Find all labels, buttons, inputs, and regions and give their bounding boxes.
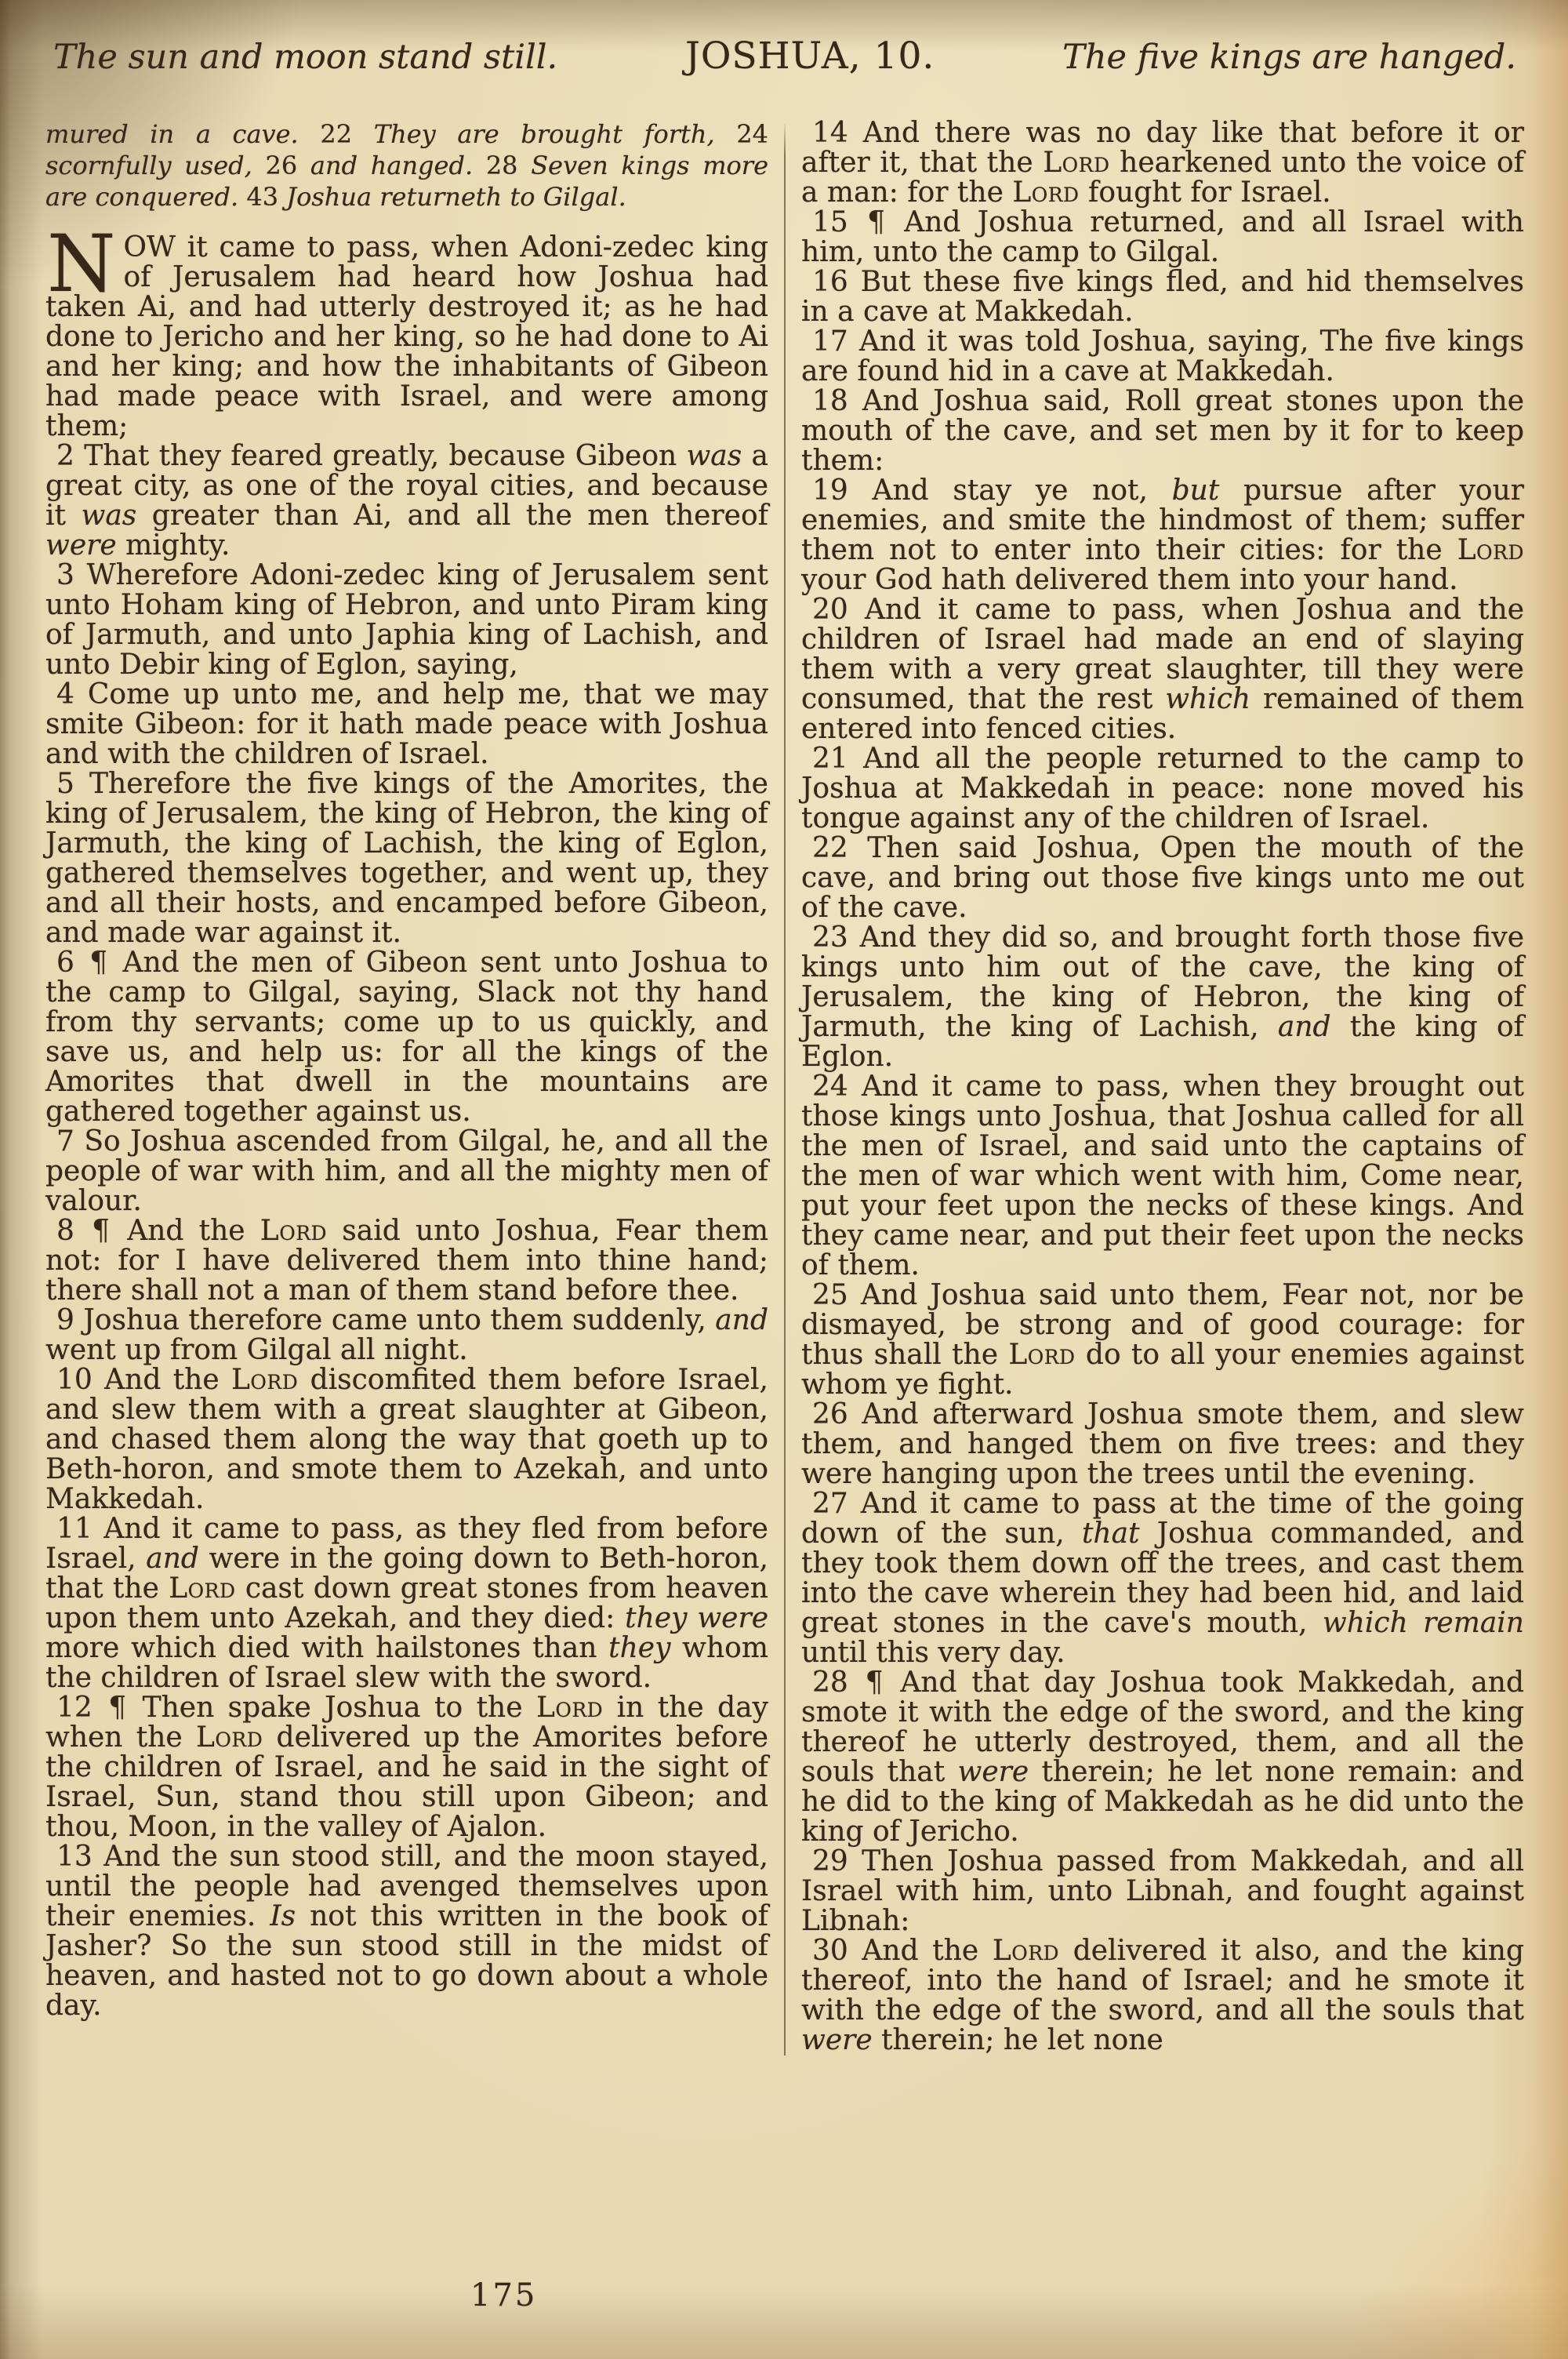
verse-13 (45, 1842, 768, 2021)
text-run: Therefore the five kings of the Amorites, the king of Jerusalem, the king of Hebron, the king of Jarmuth, the king of Lachish, the king of Eglon, gathered themselves together, and went up, they and all their hosts, and encamped before Gibeon, and made war against it. (45, 768, 768, 949)
verse-29 (801, 1847, 1524, 1936)
text-run: And the (104, 1364, 231, 1396)
italic-text-run: were (957, 1756, 1029, 1788)
verse-number: 14 (812, 117, 848, 149)
header-right-caption: The five kings are hanged. (1062, 38, 1516, 77)
italic-text-run: and (1277, 1011, 1331, 1043)
verse-number: 29 (812, 1845, 848, 1877)
italic-text-run: was (686, 440, 742, 472)
verse-number: 19 (812, 474, 848, 507)
italic-text-run: were (801, 2024, 873, 2056)
text-run: And stay ye not, (872, 474, 1172, 507)
verse-number: 16 (812, 266, 848, 298)
text-run: until this very day. (801, 1637, 1065, 1669)
text-run: That they feared greatly, because Gibeon (84, 440, 687, 472)
verse-number: 2 (56, 440, 74, 472)
verse-number: 15 (812, 206, 848, 238)
verse-3 (45, 561, 768, 680)
verse-30 (801, 1936, 1524, 2055)
verse-number: 3 (56, 559, 74, 591)
verse-number: 6 (56, 947, 74, 979)
pilcrow-icon: ¶ (865, 1667, 884, 1699)
verse-27 (801, 1489, 1524, 1668)
text-body (0, 78, 1568, 2055)
text-run: greater than Ai, and all the men thereof (136, 500, 768, 532)
italic-text-run: they (608, 1632, 671, 1664)
text-run: discomfited them before Israel, and slew them with a great slaughter at Gibeon, and chased them along the way that goeth up to Beth-horon, and smote them to Azekah, and unto Makkedah. (45, 1364, 768, 1515)
verse-28 (801, 1668, 1524, 1847)
verse-6 (45, 948, 768, 1127)
text-run: a great city, as one of the royal cities, and because it (45, 440, 768, 532)
italic-text-run: scornfully used, (45, 151, 266, 180)
verse-number: 11 (56, 1513, 93, 1545)
text-run: And it came to pass, as they fled from before Israel, (45, 1513, 768, 1575)
italic-text-run: was (81, 500, 137, 532)
header-left-caption: The sun and moon stand still. (53, 38, 558, 77)
verse-number: 12 (56, 1692, 93, 1724)
text-run: And it was told Joshua, saying, The five kings are found hid in a cave at Makkedah. (801, 325, 1525, 387)
text-run: And all the people returned to the camp to Joshua at Makkedah in peace: none moved his tongue against any of the children of Israel. (801, 743, 1524, 834)
divine-name-small-caps: Lord (169, 1572, 236, 1605)
left-column (45, 118, 768, 2055)
divine-name-small-caps: Lord (535, 1692, 604, 1724)
verse-number: 18 (812, 385, 848, 417)
text-run: mighty. (116, 529, 230, 562)
divine-name-small-caps: Lord (1012, 176, 1080, 209)
right-column (801, 118, 1524, 2055)
verse-21 (801, 744, 1524, 834)
verse-number: 22 (812, 832, 848, 864)
text-run: OW it came to pass, when Adoni-zedec king of Jerusalem had heard how Joshua had taken Ai, and had utterly destroyed it; as he had done to Jericho and her king, so he had done to Ai and her king; and how the inhabitants of Gibeon had made peace with Israel, and were among them; (45, 231, 768, 442)
verse-number: 13 (56, 1841, 93, 1873)
divine-name-small-caps: Lord (1008, 1339, 1076, 1371)
text-run: therein; he let none (872, 2024, 1163, 2056)
text-run: whom the children of Israel slew with the sword. (45, 1632, 768, 1694)
verse-23 (801, 923, 1524, 1072)
text-run: went up from Gilgal all night. (45, 1334, 468, 1366)
verse-20 (801, 595, 1524, 744)
pilcrow-icon: ¶ (89, 947, 108, 979)
verse-number: 10 (56, 1364, 93, 1396)
drop-cap-letter: N (47, 218, 116, 310)
text-run: And Joshua said, Roll great stones upon the mouth of the cave, and set men by it for to keep them: (801, 385, 1524, 477)
text-run: were in the going down to Beth-horon, that the (45, 1543, 768, 1605)
text-run: And the men of Gibeon sent unto Joshua to the camp to Gilgal, saying, Slack not thy hand from thy servants; come up to us quickly, and save us, and help us: for all the kings of the Amorites that dwell in the mountains are gathered together against us. (45, 947, 768, 1128)
text-run: And the (127, 1215, 260, 1247)
divine-name-small-caps: Lord (1043, 147, 1110, 179)
verse-number: 27 (812, 1488, 848, 1520)
text-run: said unto Joshua, Fear them not: for I have delivered them into thine hand; there shall not a man of them stand before thee. (45, 1215, 768, 1307)
verse-number: 23 (812, 921, 848, 954)
text-run: fought for Israel. (1079, 176, 1331, 209)
verse-15 (801, 208, 1524, 267)
italic-text-run: They are brought forth, (373, 119, 737, 149)
text-run: And it came to pass, when Joshua and the children of Israel had made an end of slaying them with a very great slaughter, till they were consumed, that the rest (801, 594, 1524, 715)
text-run: And it came to pass at the time of the going down of the sun, (801, 1488, 1524, 1550)
verse-number: 26 (812, 1398, 848, 1430)
italic-text-run: Is (270, 1900, 296, 1932)
text-run: remained of them entered into fenced cities. (801, 683, 1524, 745)
text-run: Then spake Joshua to the (142, 1692, 536, 1724)
verse-number: 8 (56, 1215, 74, 1247)
text-run: And they did so, and brought forth those five kings unto him out of the cave, the king of Jerusalem, the king of Hebron, the king of Jarmuth, the king of Lachish, (801, 921, 1525, 1043)
chapter-summary (45, 118, 768, 213)
pilcrow-icon: ¶ (92, 1215, 111, 1247)
verse-number: 30 (812, 1935, 848, 1967)
text-run: 24 (736, 119, 769, 149)
text-run: And afterward Joshua smote them, and slew them, and hanged them on five trees: and they were hanging upon the trees until the evening. (801, 1398, 1525, 1490)
page-number: 175 (470, 2277, 538, 2314)
text-run: Joshua commanded, and they took them down off the trees, and cast them into the cave wherein they had been hid, and laid great stones in the cave's mouth, (801, 1518, 1524, 1639)
italic-text-run: but (1171, 474, 1220, 507)
verse-number: 7 (56, 1125, 74, 1158)
verse-5 (45, 769, 768, 948)
text-run: more which died with hailstones than (45, 1632, 609, 1664)
text-run: not this written in the book of Jasher? So the sun stood still in the midst of heaven, and hasted not to go down about a whole day. (45, 1900, 768, 2022)
text-run: pursue after your enemies, and smite the hindmost of them; suffer them not to enter into their cities: for the (801, 474, 1524, 566)
verse-2 (45, 442, 768, 561)
column-divider (784, 123, 786, 2055)
divine-name-small-caps: Lord (1457, 534, 1524, 566)
text-run: Come up unto me, and help me, that we may smite Gibeon: for it hath made peace with Joshua and with the children of Israel. (45, 678, 768, 770)
verse-1 (45, 218, 768, 442)
text-run: And Joshua returned, and all Israel with him, unto the camp to Gilgal. (801, 206, 1524, 268)
italic-text-run: mured in a cave. (45, 119, 321, 149)
text-run: delivered it also, and the king thereof, into the hand of Israel; and he smote it with the edge of the sword, and all the souls that (801, 1935, 1525, 2026)
divine-name-small-caps: Lord (195, 1721, 263, 1754)
italic-text-run: Seven kings more are conquered. (45, 151, 769, 212)
divine-name-small-caps: Lord (230, 1364, 299, 1396)
verse-number: 25 (812, 1279, 848, 1311)
verse-number: 4 (56, 678, 74, 711)
text-run: And the (862, 1935, 993, 1967)
verse-17 (801, 327, 1524, 387)
verse-number: 28 (812, 1667, 848, 1699)
text-run: your God hath delivered them into your hand. (801, 564, 1458, 596)
verse-number: 9 (56, 1304, 74, 1336)
verse-number: 21 (812, 743, 848, 775)
text-run: But these five kings fled, and hid themselves in a cave at Makkedah. (801, 266, 1524, 328)
verse-24 (801, 1072, 1524, 1281)
text-run: And Joshua said unto them, Fear not, nor be dismayed, be strong and of good courage: for thus shall the (801, 1279, 1524, 1371)
italic-text-run: that (1081, 1518, 1140, 1550)
italic-text-run: and (715, 1304, 768, 1336)
divine-name-small-caps: Lord (260, 1215, 328, 1247)
text-run: 28 (485, 151, 532, 180)
verse-11 (45, 1514, 768, 1693)
verse-7 (45, 1127, 768, 1216)
verse-12 (45, 1693, 768, 1842)
text-run: the king of Eglon. (801, 1011, 1524, 1073)
text-run: cast down great stones from heaven upon them unto Azekah, and they died: (45, 1572, 768, 1634)
verse-number: 5 (56, 768, 74, 800)
text-run: And there was no day like that before it or after it, that the (801, 117, 1524, 179)
verse-9 (45, 1306, 768, 1365)
text-run: hearkened unto the voice of a man: for the (801, 147, 1524, 209)
text-run: therein; he let none remain: and he did to the king of Makkedah as he did unto the king of Jericho. (801, 1756, 1525, 1848)
running-header (0, 0, 1568, 78)
verse-26 (801, 1400, 1524, 1489)
verse-number: 24 (812, 1070, 848, 1103)
text-run: Then said Joshua, Open the mouth of the cave, and bring out those five kings unto me out of the cave. (801, 832, 1524, 924)
text-run: 26 (265, 151, 310, 180)
verse-4 (45, 680, 768, 769)
text-run: Joshua therefore came unto them suddenly, (83, 1304, 716, 1336)
text-run: And it came to pass, when they brought out those kings unto Joshua, that Joshua called for all the men of Israel, and said unto the captains of the men of war which went with him, Come near, put your feet upon the necks of these kings. And they came near, and put their feet upon the necks of them. (801, 1070, 1524, 1281)
divine-name-small-caps: Lord (992, 1935, 1060, 1967)
text-run: And the sun stood still, and the moon stayed, until the people had avenged themselves upon their enemies. (45, 1841, 768, 1932)
italic-text-run: they were (625, 1602, 768, 1634)
pilcrow-icon: ¶ (867, 206, 885, 238)
text-run: So Joshua ascended from Gilgal, he, and all the people of war with him, and all the mighty men of valour. (45, 1125, 768, 1217)
verse-14 (801, 118, 1524, 208)
text-run: Wherefore Adoni-zedec king of Jerusalem sent unto Hoham king of Hebron, and unto Piram king of Jarmuth, and unto Japhia king of Lachish, and unto Debir king of Eglon, saying, (45, 559, 768, 681)
verse-22 (801, 834, 1524, 923)
text-run: in the day when the (45, 1692, 768, 1754)
verse-number: 17 (812, 325, 848, 358)
italic-text-run: which remain (1322, 1607, 1524, 1639)
text-run: delivered up the Amorites before the children of Israel, and he said in the sight of Israel, Sun, stand thou still upon Gibeon; and thou, Moon, in the valley of Ajalon. (45, 1721, 768, 1843)
pilcrow-icon: ¶ (108, 1692, 127, 1724)
text-run: 43 (246, 182, 287, 212)
verse-19 (801, 476, 1524, 595)
italic-text-run: which (1165, 683, 1251, 715)
text-run: 22 (320, 119, 374, 149)
italic-text-run: and (146, 1543, 199, 1575)
italic-text-run: Joshua returneth to Gilgal. (286, 182, 626, 212)
verse-18 (801, 387, 1524, 476)
italic-text-run: and hanged. (310, 151, 486, 180)
text-run: And that day Joshua took Makkedah, and smote it with the edge of the sword, and the king thereof he utterly destroyed, them, and all the souls that (801, 1667, 1524, 1788)
text-run: do to all your enemies against whom ye fight. (801, 1339, 1524, 1401)
verse-10 (45, 1365, 768, 1514)
text-run: Then Joshua passed from Makkedah, and all Israel with him, unto Libnah, and fought against Libnah: (801, 1845, 1524, 1937)
header-chapter-title: JOSHUA, 10. (685, 35, 935, 78)
italic-text-run: were (45, 529, 117, 562)
verse-16 (801, 267, 1524, 327)
verse-number: 20 (812, 594, 848, 626)
verse-8 (45, 1216, 768, 1306)
verse-25 (801, 1281, 1524, 1400)
